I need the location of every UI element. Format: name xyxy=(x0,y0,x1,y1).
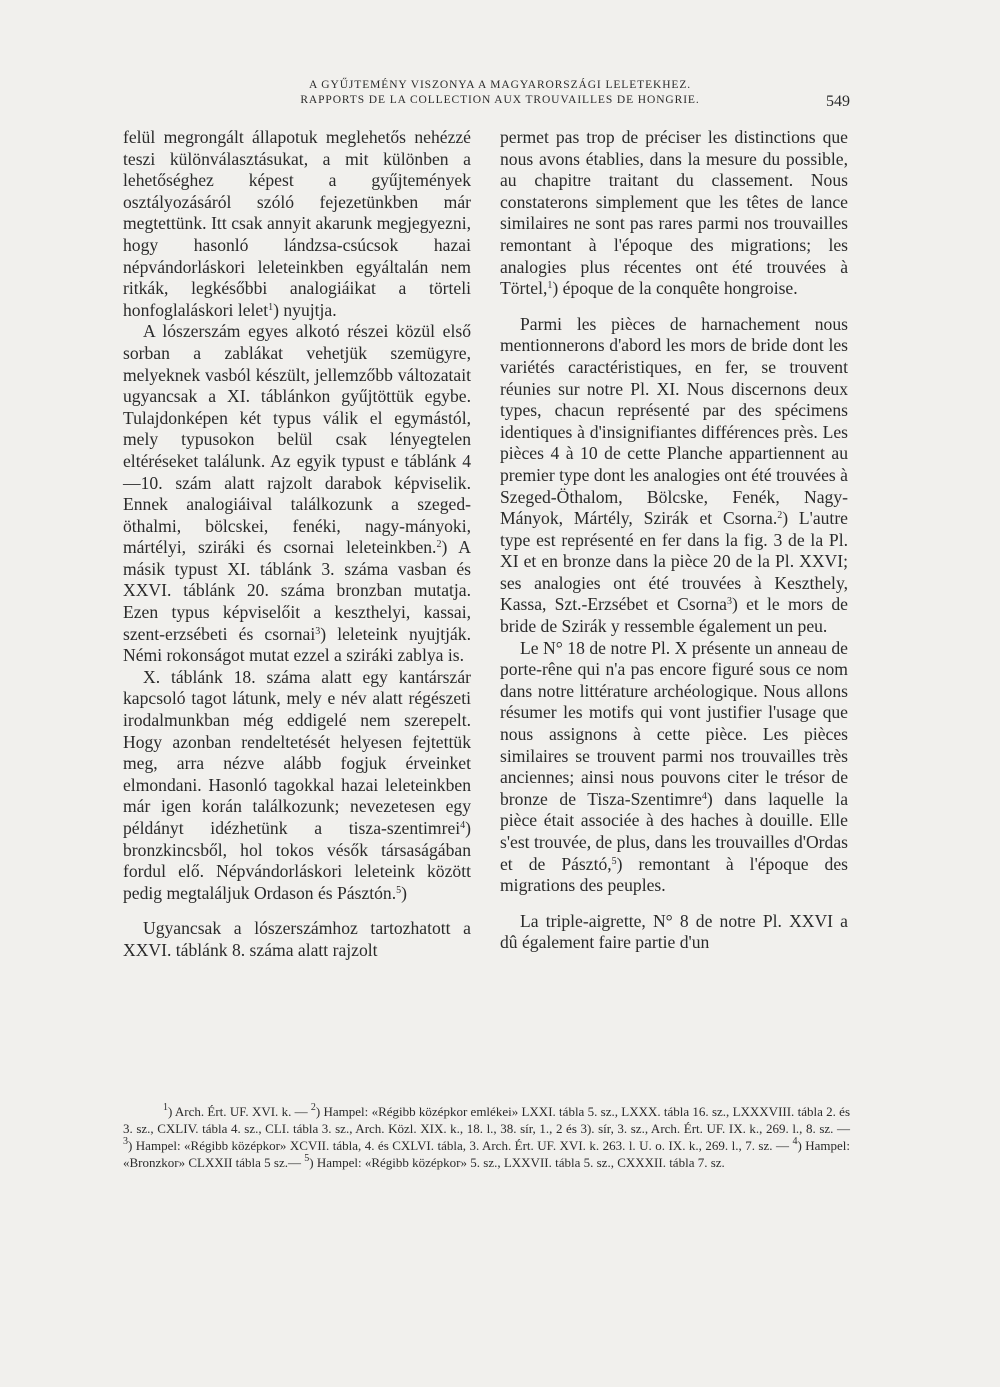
footnote-ref: 2 xyxy=(436,539,442,551)
footnote-ref: 3 xyxy=(315,625,321,637)
left-paragraph-1: felül megrongált állapotuk meglehetős nehézzé teszi különválasztásukat, a mit különben a lehetőséghez képest a gyűjtemények osztályozásáról szóló fejezetünkben már megtettünk. Itt csak annyit akarunk megjegyezni, hogy hasonló lándzsa-csúcsok hazai népvándorláskori leleteinkben egyáltalán nem ritkák, legkésőbbi analogiáikat a törteli honfoglaláskori lelet$^1$) nyujtja. xyxy=(123,127,471,320)
page-number: 549 xyxy=(826,93,850,110)
footnote-ref: 5 xyxy=(611,855,617,867)
footnote-text: $^1$) Arch. Ért. UF. XVI. k. — $^2$) Hampel: «Régibb középkor emlékei» LXXI. tábla 5. sz., LXXX. tábla 16. sz., LXXXVIII. tábla 2. és 3. sz., CXLIV. tábla 4. sz., CLI. tábla 3. sz., Arch. Közl. XIX. k., 18. l., 38. sír, 1., 2 és 3). sír, 3. sz., Arch. Ért. UF. IX. k., 269. l., 8. sz. — $^3$) Hampel: «Régibb középkor» XCVII. tábla, 4. és CXLVI. tábla, 3. Arch. Ért. UF. XVI. k. 263. l. U. o. IX. k., 269. l., 7. sz. — $^4$) Hampel: «Bronzkor» CLXXII tábla 5 sz.— $^5$) Hampel: «Régibb középkor» 5. sz., LXXVII. tábla 5. sz., CXXXII. tábla 7. sz. xyxy=(123,1102,851,1170)
left-paragraph-3: X. táblánk 18. száma alatt egy kantárszár kapcsoló tagot látunk, mely e név alatt régészeti irodalmunkban még eddigelé nem szerepelt. Hogy azonban rendeltetését helyesen fejtettük meg, arra nézve alább fogjuk érveinket elmondani. Hasonló tagokkal hazai leleteinkben már igen korán találkozunk; nevezetesen egy példányt idézhetünk a tisza-szentimrei$^4$) bronzkincsből, hol tokos vésők társaságában fordul elő. Népvándorláskori leleteink között pedig megtaláljuk Ordason és Pásztón.$^5$) xyxy=(123,666,471,903)
footnote-ref: 1 xyxy=(268,301,274,313)
header-line-hungarian: A GYŰJTEMÉNY VISZONYA A MAGYARORSZÁGI LELETEKHEZ. xyxy=(308,79,692,91)
right-column-french xyxy=(500,127,848,954)
right-paragraph-1: permet pas trop de préciser les distinctions que nous avons établies, dans la mesure du possible, au chapitre traitant du classement. Nous constaterons simplement que les têtes de lance similaires ne sont pas rares parmi nos trouvailles remontant à l'époque des migrations; les analogies plus récentes ont été trouvées à Törtel,$^1$) époque de la conquête hongroise. xyxy=(500,127,848,299)
right-paragraph-4: La triple-aigrette, N° 8 de notre Pl. XXVI a dû également faire partie d'un xyxy=(500,910,848,953)
left-column-hungarian xyxy=(123,127,471,962)
running-header xyxy=(150,78,850,108)
right-paragraph-3: Le N° 18 de notre Pl. X présente un anneau de porte-rêne qui n'a pas encore figuré sous ce nom dans notre littérature archéologique. Nous allons résumer les motifs qui vont justifier l'usage que nous assignons à cette pièce. Les pièces similaires se trouvent parmi nos trouvailles très anciennes; ainsi nous pouvons citer le trésor de bronze de Tisza-Szentimre$^4$) dans laquelle la pièce était associée à des haches à douille. Elle s'est trouvée, de plus, dans les trouvailles d'Ordas et de Pásztó,$^5$) remontant à l'époque des migrations des peuples. xyxy=(500,637,849,896)
footnote-ref: 1 xyxy=(547,280,553,292)
left-paragraph-4: Ugyancsak a lószerszámhoz tartozhatott a XXVI. táblánk 8. száma alatt rajzolt xyxy=(123,918,471,960)
left-paragraph-2: A lószerszám egyes alkotó részei közül első sorban a zablákat vehetjük szemügyre, melyeknek vasból készült, jellemzőbb változatait ugyancsak a XI. táblánkon gyűjtöttük egybe. Tulajdonképen két typus válik el egymástól, mely typusokon belül csak lényegtelen eltéréseket találunk. Az egyik typust e táblánk 4—10. szám alatt rajzolt darabok képviselik. Ennek analogiáival találkozunk a szeged-öthalmi, bölcskei, fenéki, nagy-mányoki, mártélyi, sziráki és csornai leleteinkben.$^2$) A másik typust XI. táblánk 3. száma vasban és XXVI. táblánk 20. száma bronzban mutatja. Ezen typus képviselőit a keszthelyi, kassai, szent-erzsébeti és csornai$^3$) leleteink nyujtják. Némi rokonságot mutat ezzel a sziráki zablya is. xyxy=(123,321,471,666)
footnote-ref: 4 xyxy=(460,820,466,831)
footnote-ref: 3 xyxy=(726,596,732,608)
header-line-french: RAPPORTS DE LA COLLECTION AUX TROUVAILLES DE HONGRIE. xyxy=(300,94,700,106)
right-paragraph-2: Parmi les pièces de harnachement nous mentionnerons d'abord les mors de bride dont les variétés caractéristiques, en fer, se trouvent réunies sur notre Pl. XI. Nous discernons deux types, chacun représenté par des spécimens identiques à d'insignifiantes différences près. Les pièces 4 à 10 de cette Planche appartiennent au premier type dont les analogies ont été trouvées à Szeged-Öthalom, Bölcske, Fenék, Nagy-Mányok, Mártély, Szirák et Csorna.$^2$) L'autre type est représenté en fer dans la fig. 3 de la Pl. XI et en bronze dans la pièce 20 de la Pl. XXVI; ses analogies ont été trouvées à Keszthely, Kassa, Szt.-Erzsébet et Csorna$^3$) et le mors de bride de Szirák y ressemble également un peu. xyxy=(500,313,848,637)
footnote-ref: 4 xyxy=(701,790,707,802)
footnote-ref: 5 xyxy=(396,884,402,896)
footnotes xyxy=(123,1103,850,1171)
footnote-ref: 2 xyxy=(777,510,783,522)
